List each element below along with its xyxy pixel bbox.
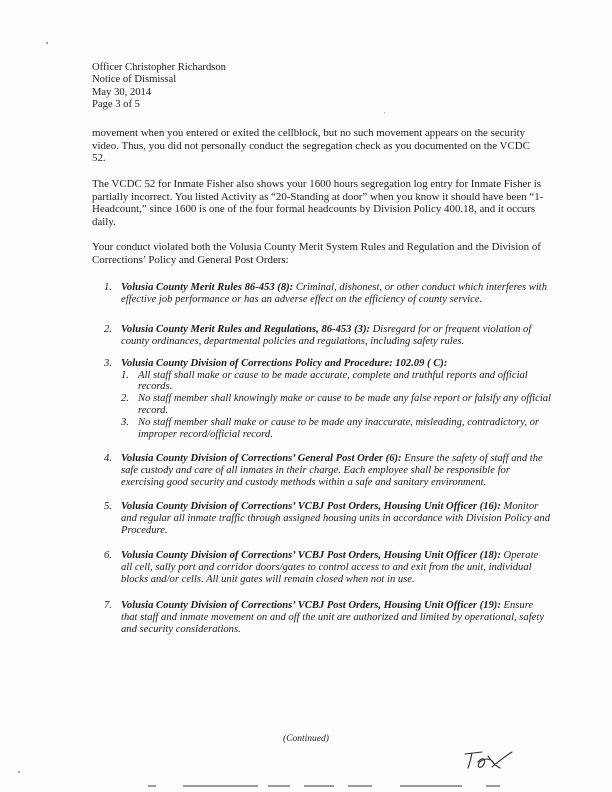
paragraph-3: Your conduct violated both the Volusia County Merit System Rules and Regulation and the Division of Corrections’ Policy and General Post Orders: — [92, 241, 541, 266]
continued-label: (Continued) — [283, 734, 329, 744]
violation-heading: Volusia County Division of Corrections Policy and Procedure: 102.09 ( C): — [121, 357, 448, 369]
letter-subject: Notice of Dismissal — [92, 74, 177, 86]
handwritten-initials-signature — [462, 748, 518, 772]
violation-item — [92, 282, 552, 306]
violation-description: Criminal, dishonest, or other conduct which interferes with effective job performance or has an adverse effect on the efficiency of county service. — [121, 282, 548, 305]
policy-subitem — [121, 370, 552, 394]
subitem-text: No staff member shall knowingly make or cause to be made any false report or falsify any official record. — [138, 393, 552, 417]
violation-item — [92, 501, 552, 537]
violation-item — [92, 600, 552, 636]
violation-description: Disregard for or frequent violation of county ordinances, departmental policies and regulations, including safety rules. — [121, 323, 532, 347]
violation-heading: Volusia County Merit Rules and Regulations, 86-453 (3): — [121, 323, 370, 335]
letter-date: May 30, 2014 — [92, 86, 152, 98]
violation-number: 4. — [104, 452, 112, 464]
violation-number: 1. — [104, 282, 112, 293]
violation-description: Ensure the safety of staff and the safe custody and care of all inmates in their charge. Each employee shall be responsible for exercising good security and custody methods within a safe and sanitary environment. — [121, 452, 543, 488]
violation-heading: Volusia County Merit Rules 86-453 (8): — [121, 282, 294, 293]
violation-number: 2. — [104, 323, 112, 335]
scan-speck — [18, 771, 20, 773]
subitem-number: 2. — [121, 393, 129, 405]
subitem-text: No staff member shall make or cause to be made any inaccurate, misleading, contradictory, or improper record/official record. — [138, 417, 540, 441]
policy-sublist — [121, 370, 552, 441]
violation-number: 3. — [104, 357, 112, 369]
policy-subitem — [121, 417, 552, 441]
violation-heading: Volusia County Division of Corrections’ VCBJ Post Orders, Housing Unit Officer (18): — [121, 550, 501, 562]
paragraph-1: movement when you entered or exited the cellblock, but no such movement appears on the security video. Thus, you did not personally conduct the segregation check as you documented on the VCDC 52. — [92, 127, 530, 165]
recipient-name: Officer Christopher Richardson — [92, 62, 226, 73]
violation-description: Operate all cell, sally port and corridor doors/gates to control access to and exit from the unit, individual blocks and/or cells. All unit gates will remain closed when not in use. — [121, 550, 539, 586]
violation-number: 5. — [104, 500, 112, 512]
violation-item — [92, 550, 552, 586]
violation-heading: Volusia County Division of Corrections’ General Post Order (6): — [121, 452, 402, 464]
violation-number: 6. — [104, 550, 112, 562]
violations-list — [92, 282, 552, 636]
violation-number: 7. — [104, 600, 112, 612]
footer-rule-marks — [0, 782, 612, 792]
violation-item — [92, 324, 552, 348]
scan-speck — [384, 112, 385, 113]
letter-header — [92, 62, 226, 112]
paragraph-2: The VCDC 52 for Inmate Fisher also shows your 1600 hours segregation log entry for Inmate Fisher is partially incorrect. You listed Activity as “20-Standing at door” when you know it should have been “1-Headcount,” since 1600 is one of the four formal headcounts by Division Policy 400.18, and it occurs daily. — [92, 178, 544, 228]
page-number: Page 3 of 5 — [92, 99, 140, 111]
violation-heading: Volusia County Division of Corrections’ VCBJ Post Orders, Housing Unit Officer (16): — [121, 500, 501, 512]
scan-speck — [46, 42, 48, 44]
violation-heading: Volusia County Division of Corrections’ VCBJ Post Orders, Housing Unit Officer (19): — [121, 600, 501, 612]
violation-description: Monitor and regular all inmate traffic through assigned housing units in accordance with Division Policy and Procedure. — [121, 500, 551, 536]
violation-description: Ensure that staff and inmate movement on and off the unit are authorized and limited by operational, safety and security considerations. — [121, 600, 545, 635]
subitem-number: 1. — [121, 369, 129, 381]
violation-item — [92, 453, 552, 489]
subitem-number: 3. — [121, 417, 129, 429]
violation-item — [92, 358, 552, 441]
subitem-text: All staff shall make or cause to be made accurate, complete and truthful reports and official records. — [138, 369, 528, 393]
policy-subitem — [121, 393, 552, 417]
